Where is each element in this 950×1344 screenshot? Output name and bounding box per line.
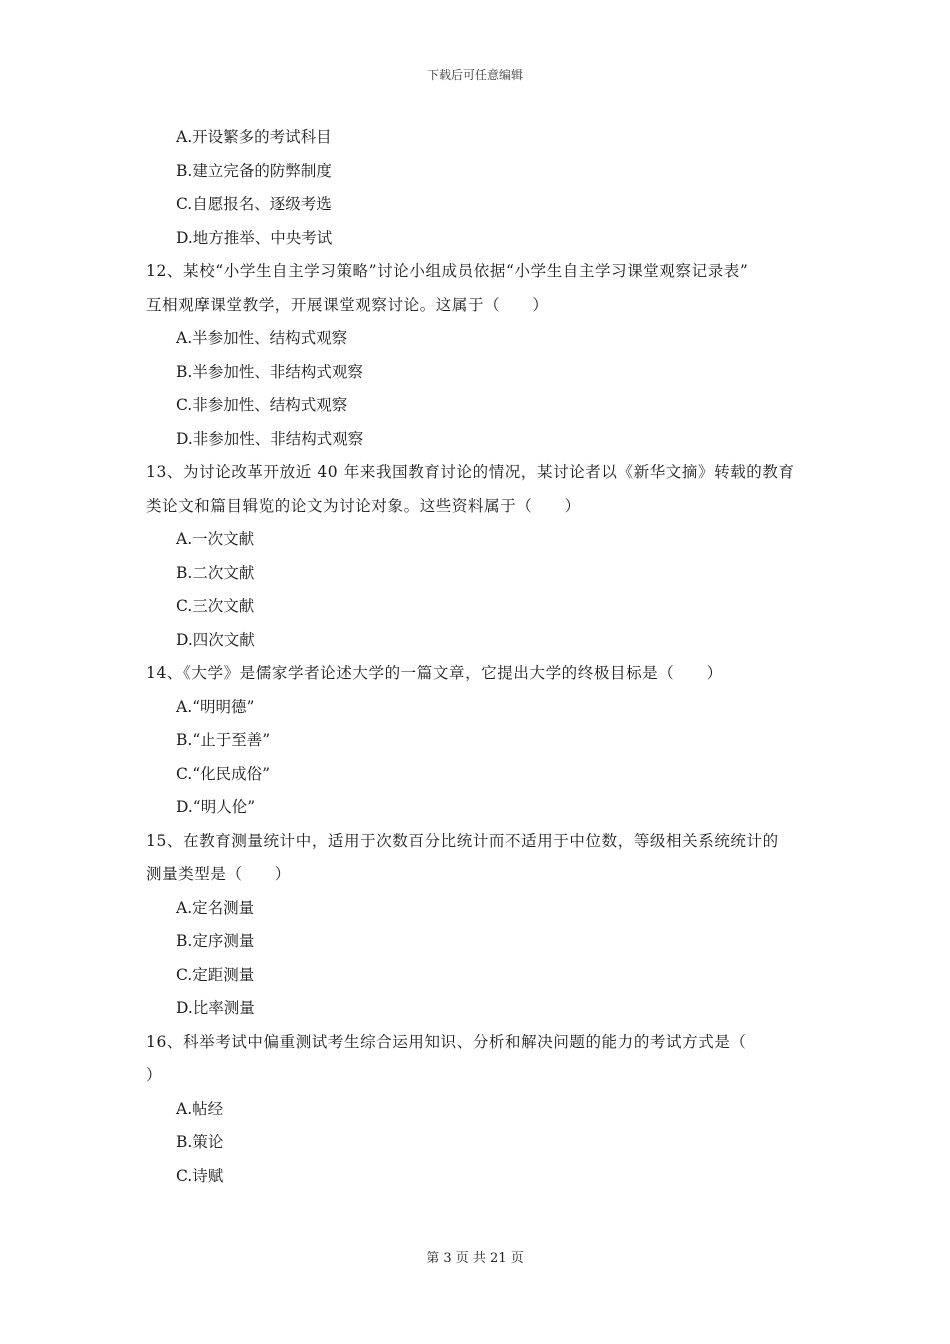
question-13-option-b[interactable]: B.二次文献 — [176, 563, 255, 582]
question-12-option-d[interactable]: D.非参加性、非结构式观察 — [176, 429, 364, 448]
page-header: 下载后可任意编辑 — [426, 68, 523, 82]
question-12-stem-line-2: 互相观摩课堂教学，开展课堂观察讨论。这属于（ ） — [146, 295, 549, 314]
option-b[interactable]: B.建立完备的防弊制度 — [176, 161, 332, 180]
question-15-option-b[interactable]: B.定序测量 — [176, 932, 255, 950]
question-13-option-c[interactable]: C.三次文献 — [176, 597, 255, 615]
question-list — [146, 121, 814, 1193]
question-12-option-c[interactable]: C.非参加性、结构式观察 — [176, 396, 348, 414]
question-16-option-c[interactable]: C.诗赋 — [176, 1166, 224, 1185]
question-13-option-a[interactable]: A.一次文献 — [176, 530, 255, 548]
option-c[interactable]: C.自愿报名、逐级考选 — [176, 195, 332, 213]
question-12-option-a[interactable]: A.半参加性、结构式观察 — [176, 329, 348, 347]
question-16-option-a[interactable]: A.帖经 — [176, 1099, 224, 1118]
question-13-stem-line-2: 类论文和篇目辑览的论文为讨论对象。这些资料属于（ ） — [146, 496, 581, 515]
question-15-option-a[interactable]: A.定名测量 — [176, 898, 255, 917]
question-15-stem-line-2: 测量类型是（ ） — [146, 865, 291, 883]
question-14-option-b[interactable]: B.“止于至善” — [176, 731, 271, 749]
question-13-stem-line-1: 13、为讨论改革开放近 40 年来我国教育讨论的情况，某讨论者以《新华文摘》转载的教育 — [146, 463, 795, 481]
page-footer: 第 3 页 共 21 页 — [426, 1251, 524, 1266]
question-16-stem-line-2: ） — [146, 1066, 163, 1084]
question-13-option-d[interactable]: D.四次文献 — [176, 630, 255, 649]
question-12-stem-line-1: 12、某校“小学生自主学习策略”讨论小组成员依据“小学生自主学习课堂观察记录表” — [146, 262, 749, 280]
question-15-option-c[interactable]: C.定距测量 — [176, 965, 255, 984]
question-15-option-d[interactable]: D.比率测量 — [176, 999, 255, 1017]
question-14-stem-line-1: 14、《大学》是儒家学者论述大学的一篇文章，它提出大学的终极目标是（ ） — [146, 664, 723, 682]
question-14-option-c[interactable]: C.“化民成俗” — [176, 764, 271, 783]
question-16-stem-line-1: 16、科举考试中偏重测试考生综合运用知识、分析和解决问题的能力的考试方式是（ — [146, 1032, 747, 1051]
option-a[interactable]: A.开设繁多的考试科目 — [176, 128, 332, 146]
question-14-option-a[interactable]: A.“明明德” — [176, 697, 255, 716]
question-12-option-b[interactable]: B.半参加性、非结构式观察 — [176, 362, 363, 381]
question-14-option-d[interactable]: D.“明人伦” — [176, 798, 256, 816]
option-d[interactable]: D.地方推举、中央考试 — [176, 228, 333, 247]
question-15-stem-line-1: 15、在教育测量统计中，适用于次数百分比统计而不适用于中位数，等级相关系统统计的 — [146, 831, 779, 850]
question-16-option-b[interactable]: B.策论 — [176, 1133, 224, 1151]
